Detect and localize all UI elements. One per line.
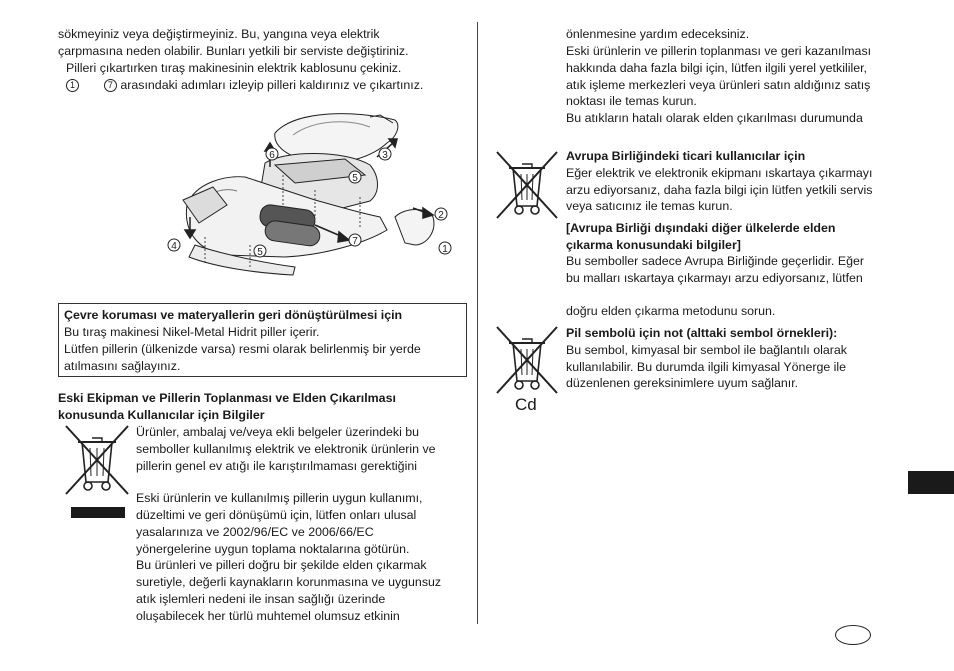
battery-note-line-1: Bu sembol, kimyasal bir sembol ile bağlantılı olarak xyxy=(566,343,847,357)
disposal-para2-line-8: oluşabilecek her türlü muhtemel olumsuz etkinin xyxy=(136,609,400,623)
label-4: 4 xyxy=(171,241,177,252)
disposal-para2-line-7: atık işlemleri nedeni ile insan sağlığı üzerinde xyxy=(136,592,386,606)
disposal-para1-line-2: semboller kullanılmış elektrik ve elektronik ürünlerin ve xyxy=(136,442,436,456)
battery-note-line-2: kullanılabilir. Bu durumda ilgili kimyasal Yönerge ile xyxy=(566,360,847,374)
label-5-bottom: 5 xyxy=(257,247,263,258)
disposal-para1-line-3: pillerin genel ev atığı ile karıştırılmaması gerektiğini xyxy=(136,459,417,473)
step-text: arasındaki adımları izleyip pilleri kaldırınız ve çıkartınız. xyxy=(120,78,424,92)
non-eu-title-line-1: [Avrupa Birliği dışındaki diğer ülkelerde elden xyxy=(566,221,836,235)
non-eu-title-line-2: çıkarma konusundaki bilgiler] xyxy=(566,238,741,252)
non-eu-line-1: Bu semboller sadece Avrupa Birliğinde geçerlidir. Eğer xyxy=(566,254,864,268)
eu-line-3: veya satıcınız ile temas kurun. xyxy=(566,199,733,213)
disposal-title-line-2: konusunda Kullanıcılar için Bilgiler xyxy=(58,408,265,422)
non-eu-line-3: doğru elden çıkarma metodunu sorun. xyxy=(566,304,776,318)
intro-line-1: sökmeyiniz veya değiştirmeyiniz. Bu, yangına veya elektrik xyxy=(58,27,380,41)
step-end-number: 7 xyxy=(104,79,117,92)
continuation-line-2: Eski ürünlerin ve pillerin toplanması ve geri kazanılması xyxy=(566,44,872,58)
disposal-title-line-1: Eski Ekipman ve Pillerin Toplanması ve Elden Çıkarılması xyxy=(58,391,396,405)
label-7: 7 xyxy=(352,236,358,247)
intro-line-2: çarpmasına neden olabilir. Bunları yetkili bir serviste değiştiriniz. xyxy=(58,44,409,58)
label-6: 6 xyxy=(269,150,275,161)
crossed-bin-icon-battery xyxy=(495,325,559,395)
page-number-oval xyxy=(835,625,871,645)
intro-line-3: Pilleri çıkartırken tıraş makinesinin elektrik kablosunu çekiniz. xyxy=(66,61,402,75)
eu-line-2: arzu ediyorsanız, daha fazla bilgi için lütfen yetkili servis xyxy=(566,183,873,197)
continuation-line-3: hakkında daha fazla bilgi için, lütfen ilgili yerel yetkililer, xyxy=(566,61,867,75)
environment-box-title: Çevre koruması ve materyallerin geri dönüştürülmesi için xyxy=(64,308,403,322)
disposal-para2-line-6: suretiyle, değerli kaynakların korunmasına ve uygunsuz xyxy=(136,575,442,589)
disposal-para2-line-1: Eski ürünlerin ve kullanılmış pillerin uygun kullanımı, xyxy=(136,491,423,505)
continuation-line-6: Bu atıkların hatalı olarak elden çıkarılması durumunda xyxy=(566,111,863,125)
crossed-bin-icon xyxy=(64,424,130,496)
battery-removal-diagram xyxy=(165,105,455,285)
environment-box-line-2: Lütfen pillerin (ülkenizde varsa) resmi olarak belirlenmiş bir yerde xyxy=(64,342,421,356)
crossed-bin-icon-eu xyxy=(495,150,559,220)
label-3: 3 xyxy=(382,150,388,161)
disposal-para2-line-2: düzeltimi ve geri dönüşümü için, lütfen onları ulusal xyxy=(136,508,417,522)
battery-note-line-3: düzenlenen gereksinimlere uyum sağlanır. xyxy=(566,376,799,390)
disposal-para2-line-4: yönergelerine uygun toplama noktalarına götürün. xyxy=(136,542,410,556)
disposal-para2-line-5: Bu ürünleri ve pilleri doğru bir şekilde elden çıkarmak xyxy=(136,558,427,572)
eu-line-1: Eğer elektrik ve elektronik ekipmanı ıskartaya çıkarmayı xyxy=(566,166,873,180)
step-start-number: 1 xyxy=(66,79,79,92)
environment-box-line-1: Bu tıraş makinesi Nikel-Metal Hidrit piller içerir. xyxy=(64,325,320,339)
environment-box-line-3: atılmasını sağlayınız. xyxy=(64,359,181,373)
battery-note-title: Pil sembolü için not (alttaki sembol örnekleri): xyxy=(566,326,838,340)
disposal-para1-line-1: Ürünler, ambalaj ve/veya ekli belgeler üzerindeki bu xyxy=(136,425,420,439)
continuation-line-1: önlenmesine yardım edeceksiniz. xyxy=(566,27,750,41)
non-eu-line-2: bu malları ıskartaya çıkarmayı arzu ediyorsanız, lütfen xyxy=(566,271,863,285)
step-instruction xyxy=(66,77,423,93)
label-5-top: 5 xyxy=(352,173,358,184)
solid-bar-marker xyxy=(71,507,125,518)
language-section-tab xyxy=(908,471,954,494)
eu-section-title: Avrupa Birliğindeki ticari kullanıcılar için xyxy=(566,149,806,163)
continuation-line-4: atık işleme merkezleri veya ürünleri satın aldığınız satış xyxy=(566,78,871,92)
label-1: 1 xyxy=(442,244,448,255)
column-divider xyxy=(477,22,478,624)
cadmium-label: Cd xyxy=(515,395,537,414)
disposal-para2-line-3: yasalarınıza ve 2002/96/EC ve 2006/66/EC xyxy=(136,525,374,539)
continuation-line-5: noktası ile temas kurun. xyxy=(566,94,697,108)
label-2: 2 xyxy=(438,210,444,221)
